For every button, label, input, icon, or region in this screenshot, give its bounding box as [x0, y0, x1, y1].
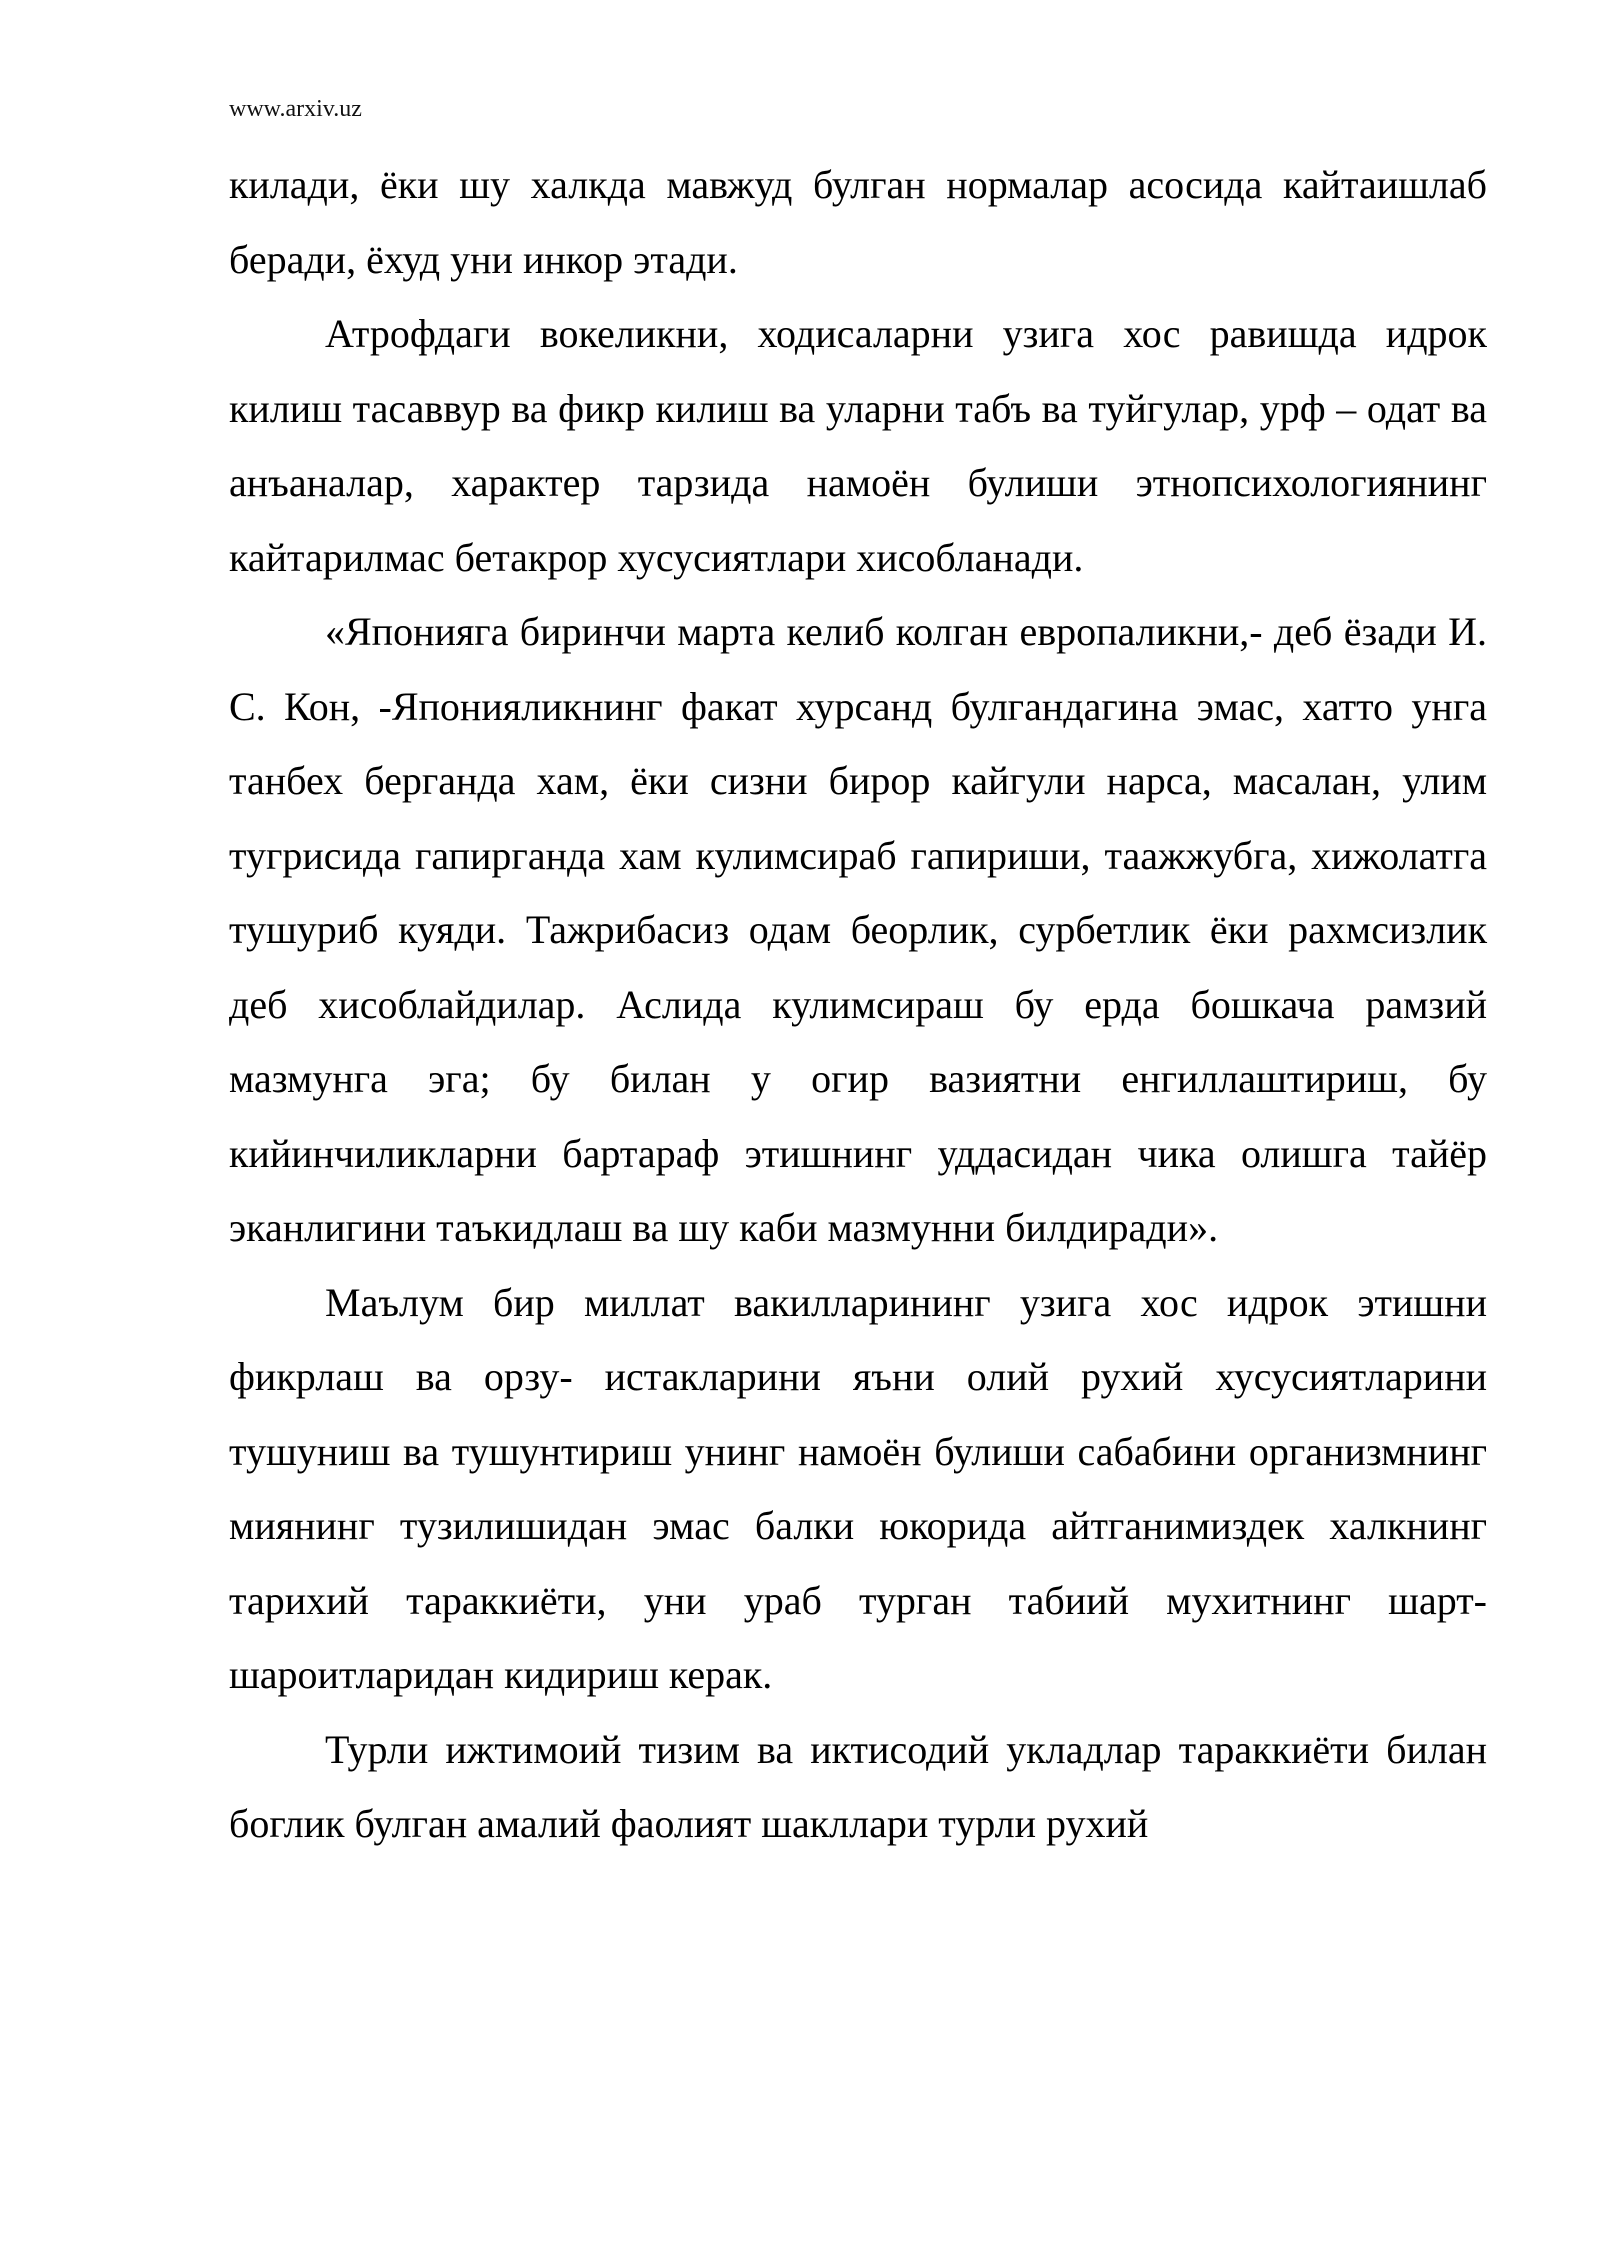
- paragraph-2: Атрофдаги вокеликни, ходисаларни узига хос равишда идрок килиш тасаввур ва фикр килиш ва уларни табъ ва туйгулар, урф – одат ва анъаналар, характер тарзида намоён булиши этнопсихологиянинг кайтарилмас бетакрор хусусиятлари хисобланади.: [229, 311, 1487, 580]
- paragraph-1: килади, ёки шу халкда мавжуд булган нормалар асосида кайтаишлаб беради, ёхуд уни инкор этади.: [229, 162, 1487, 282]
- site-header[interactable]: www.arxiv.uz: [229, 96, 362, 122]
- body-text: [229, 148, 1487, 1862]
- paragraph-3: «Японияга биринчи марта келиб колган европаликни,- деб ёзади И. С. Кон, -Японияликнинг факат хурсанд булгандагина эмас, хатто унга танбех берганда хам, ёки сизни бирор кайгули нарса, масалан, улим тугрисида гапирганда хам кулимсираб гапириши, таажжубга, хижолатга тушуриб куяди. Тажрибасиз одам беорлик, сурбетлик ёки рахмсизлик деб хисоблайдилар. Аслида кулимсираш бу ерда бошкача рамзий мазмунга эга; бу билан у огир вазиятни енгиллаштириш, бу кийинчиликларни бартараф этишнинг уддасидан чика олишга тайёр эканлигини таъкидлаш ва шу каби мазмунни билдиради».: [229, 609, 1487, 1250]
- paragraph-4: Маълум бир миллат вакилларининг узига хос идрок этишни фикрлаш ва орзу- истакларини яъни олий рухий хусусиятларини тушуниш ва тушунтириш унинг намоён булиши сабабини организмнинг миянинг тузилишидан эмас балки юкорида айтганимиздек халкнинг тарихий тараккиёти, уни ураб турган табиий мухитнинг шарт-шароитларидан кидириш керак.: [229, 1279, 1487, 1697]
- paragraph-5: Турли ижтимоий тизим ва иктисодий укладлар тараккиёти билан боглик булган амалий фаолият шакллари турли рухий: [229, 1726, 1487, 1846]
